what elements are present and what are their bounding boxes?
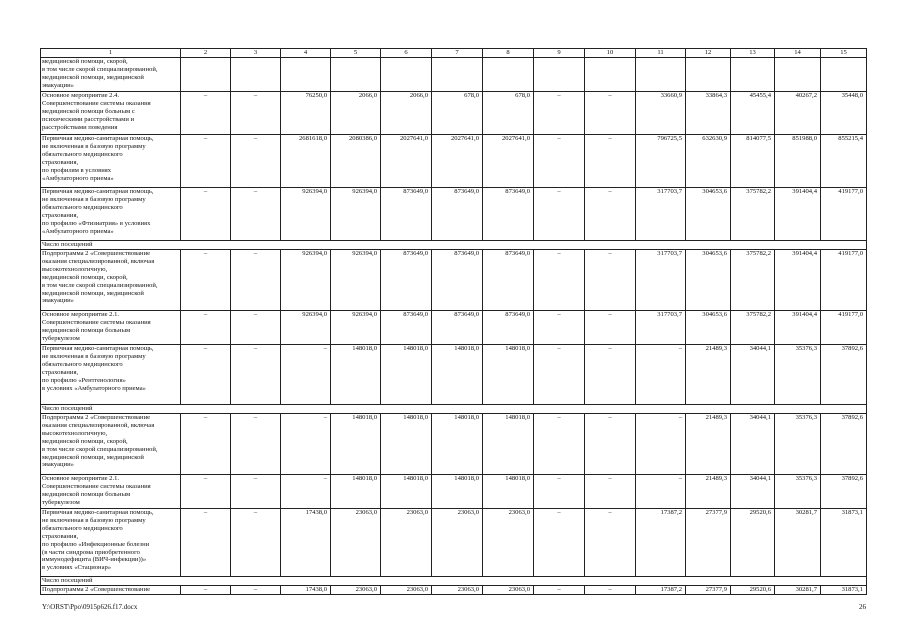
- table-cell: 148018,0: [483, 414, 534, 475]
- table-cell: 926394,0: [331, 188, 381, 241]
- column-header: 13: [731, 49, 775, 58]
- table-cell: –: [585, 135, 636, 188]
- table-cell: 873649,0: [432, 311, 483, 345]
- table-cell: 148018,0: [432, 345, 483, 405]
- table-cell: 30281,7: [775, 586, 821, 595]
- table-cell: 76250,0: [281, 92, 331, 135]
- table-cell: –: [181, 92, 231, 135]
- table-cell: –: [636, 345, 686, 405]
- table-cell: 148018,0: [483, 345, 534, 405]
- table-cell: –: [534, 135, 585, 188]
- table-cell: 23063,0: [331, 586, 381, 595]
- table-cell: –: [585, 311, 636, 345]
- table-cell: 30281,7: [775, 509, 821, 577]
- table-cell: 17387,2: [636, 509, 686, 577]
- table-cell: 304653,6: [686, 188, 731, 241]
- table-cell: [231, 58, 281, 92]
- table-cell: –: [231, 311, 281, 345]
- table-cell: 17438,0: [281, 586, 331, 595]
- table-cell: 317703,7: [636, 250, 686, 311]
- column-header: 2: [181, 49, 231, 58]
- table-cell: –: [585, 345, 636, 405]
- table-cell: [483, 58, 534, 92]
- table-cell: –: [534, 475, 585, 509]
- table-cell: 37892,6: [821, 414, 867, 475]
- table-cell: 678,0: [432, 92, 483, 135]
- row-label: Первичная медико-санитарная помощь, не включенная в базовую программу обязательного медицинского страхования, по профилю «Инфекционные болезни (в части синдрома приобретенного иммунодефицита (ВИЧ-инфекции))» в условиях «Стационар»: [41, 509, 181, 577]
- table-cell: 148018,0: [381, 414, 432, 475]
- row-label: Основное мероприятие 2.1. Совершенствование системы оказания медицинской помощи больным туберкулезом: [41, 311, 181, 345]
- table-cell: 632630,9: [686, 135, 731, 188]
- row-label: Основное мероприятие 2.4. Совершенствование системы оказания медицинской помощи больным с психическими расстройствами и расстройствами поведения: [41, 92, 181, 135]
- table-cell: 814077,5: [731, 135, 775, 188]
- section-label: Число посещений: [41, 577, 867, 586]
- table-cell: 27377,9: [686, 586, 731, 595]
- header-row: [41, 49, 867, 58]
- table-cell: 31873,1: [821, 509, 867, 577]
- row-label: медицинской помощи, скорой, в том числе скорой специализированной, медицинской помощи, медицинской эвакуации»: [41, 58, 181, 92]
- table-cell: 419177,0: [821, 250, 867, 311]
- table-cell: 391404,4: [775, 188, 821, 241]
- table-cell: 37892,6: [821, 345, 867, 405]
- table-cell: [636, 58, 686, 92]
- table-cell: 2027641,0: [432, 135, 483, 188]
- table-cell: –: [231, 509, 281, 577]
- document-page: [40, 48, 866, 595]
- table-cell: 391404,4: [775, 250, 821, 311]
- table-cell: 37892,6: [821, 475, 867, 509]
- table-cell: 375782,2: [731, 188, 775, 241]
- column-header: 3: [231, 49, 281, 58]
- table-row: [41, 509, 867, 577]
- table-cell: [331, 58, 381, 92]
- table-cell: 851988,0: [775, 135, 821, 188]
- row-label: Первичная медико-санитарная помощь, не включенная в базовую программу обязательного медицинского страхования, по профилю «Фтизиатрия» в условиях «Амбулаторного приема»: [41, 188, 181, 241]
- table-cell: –: [534, 414, 585, 475]
- table-cell: –: [585, 414, 636, 475]
- section-label: Число посещений: [41, 405, 867, 414]
- table-cell: 796725,5: [636, 135, 686, 188]
- table-cell: 2027641,0: [381, 135, 432, 188]
- table-cell: –: [231, 586, 281, 595]
- table-cell: –: [281, 414, 331, 475]
- table-cell: 926394,0: [281, 188, 331, 241]
- column-header: 12: [686, 49, 731, 58]
- table-cell: [181, 58, 231, 92]
- table-cell: –: [585, 509, 636, 577]
- table-cell: 391404,4: [775, 311, 821, 345]
- table-cell: –: [231, 188, 281, 241]
- table-cell: 873649,0: [483, 188, 534, 241]
- table-cell: 34044,1: [731, 475, 775, 509]
- table-cell: 2681618,0: [281, 135, 331, 188]
- table-cell: 40267,2: [775, 92, 821, 135]
- table-row: [41, 250, 867, 311]
- table-cell: 304653,6: [686, 311, 731, 345]
- table-cell: 419177,0: [821, 188, 867, 241]
- section-row: [41, 577, 867, 586]
- table-cell: 23063,0: [381, 509, 432, 577]
- table-cell: –: [585, 188, 636, 241]
- row-label: Подпрограмма 2 «Совершенствование: [41, 586, 181, 595]
- data-table: [40, 48, 867, 595]
- table-cell: –: [585, 586, 636, 595]
- table-cell: 148018,0: [381, 475, 432, 509]
- table-cell: –: [231, 250, 281, 311]
- table-row: [41, 586, 867, 595]
- table-cell: –: [231, 92, 281, 135]
- table-row: [41, 58, 867, 92]
- table-cell: [534, 58, 585, 92]
- page-number: 26: [859, 603, 866, 611]
- table-cell: 35376,3: [775, 475, 821, 509]
- row-label: Подпрограмма 2 «Совершенствование оказания специализированной, включая высокотехнологичную, медицинской помощи, скорой, в том числе скорой специализированной, медицинской помощи, медицинской эвакуации»: [41, 250, 181, 311]
- section-row: [41, 241, 867, 250]
- table-cell: –: [181, 311, 231, 345]
- table-cell: [281, 58, 331, 92]
- table-cell: 2027641,0: [483, 135, 534, 188]
- row-label: Подпрограмма 2 «Совершенствование оказания специализированной, включая высокотехнологичную, медицинской помощи, скорой, в том числе скорой специализированной, медицинской помощи, медицинской эвакуации»: [41, 414, 181, 475]
- table-cell: –: [231, 475, 281, 509]
- table-cell: –: [534, 92, 585, 135]
- table-cell: [432, 58, 483, 92]
- row-label: Основное мероприятие 2.1. Совершенствование системы оказания медицинской помощи больным туберкулезом: [41, 475, 181, 509]
- table-cell: 35376,3: [775, 345, 821, 405]
- table-cell: 17387,2: [636, 586, 686, 595]
- table-cell: [775, 58, 821, 92]
- row-label: Первичная медико-санитарная помощь, не включенная в базовую программу обязательного медицинского страхования, по профилю «Рентгенология» в условиях «Амбулаторного приема»: [41, 345, 181, 405]
- table-cell: 29520,6: [731, 509, 775, 577]
- row-label: Первичная медико-санитарная помощь, не включенная в базовую программу обязательного медицинского страхования, по профилям в условиях «Амбулаторного приема»: [41, 135, 181, 188]
- table-cell: –: [534, 345, 585, 405]
- page-footer: [42, 603, 866, 613]
- table-cell: –: [231, 414, 281, 475]
- table-cell: 375782,2: [731, 311, 775, 345]
- table-cell: 23063,0: [331, 509, 381, 577]
- table-cell: 33660,9: [636, 92, 686, 135]
- table-cell: 926394,0: [331, 250, 381, 311]
- table-cell: –: [534, 509, 585, 577]
- table-row: [41, 311, 867, 345]
- table-cell: 678,0: [483, 92, 534, 135]
- table-row: [41, 135, 867, 188]
- table-cell: 27377,9: [686, 509, 731, 577]
- table-cell: 45455,4: [731, 92, 775, 135]
- table-cell: –: [181, 475, 231, 509]
- table-cell: 873649,0: [483, 311, 534, 345]
- table-cell: 23063,0: [483, 586, 534, 595]
- table-cell: [585, 58, 636, 92]
- column-header: 8: [483, 49, 534, 58]
- table-cell: –: [281, 475, 331, 509]
- section-label: Число посещений: [41, 241, 867, 250]
- table-cell: 35376,3: [775, 414, 821, 475]
- table-cell: 34044,1: [731, 345, 775, 405]
- table-cell: 317703,7: [636, 311, 686, 345]
- table-cell: 23063,0: [483, 509, 534, 577]
- table-cell: 873649,0: [483, 250, 534, 311]
- table-cell: 23063,0: [432, 509, 483, 577]
- table-cell: –: [534, 586, 585, 595]
- table-cell: 35448,0: [821, 92, 867, 135]
- table-cell: –: [181, 345, 231, 405]
- table-cell: 148018,0: [331, 475, 381, 509]
- table-cell: 873649,0: [381, 311, 432, 345]
- table-cell: 873649,0: [432, 250, 483, 311]
- column-header: 5: [331, 49, 381, 58]
- table-cell: –: [636, 475, 686, 509]
- table-cell: [381, 58, 432, 92]
- table-row: [41, 92, 867, 135]
- table-row: [41, 345, 867, 405]
- table-cell: 926394,0: [281, 250, 331, 311]
- table-cell: –: [181, 188, 231, 241]
- table-row: [41, 188, 867, 241]
- column-header: 1: [41, 49, 181, 58]
- table-cell: –: [585, 250, 636, 311]
- table-cell: –: [181, 586, 231, 595]
- table-cell: 2080386,0: [331, 135, 381, 188]
- table-row: [41, 475, 867, 509]
- column-header: 6: [381, 49, 432, 58]
- table-cell: –: [534, 311, 585, 345]
- column-header: 11: [636, 49, 686, 58]
- table-cell: 17438,0: [281, 509, 331, 577]
- column-header: 7: [432, 49, 483, 58]
- column-header: 14: [775, 49, 821, 58]
- table-cell: –: [181, 509, 231, 577]
- table-cell: –: [534, 188, 585, 241]
- table-cell: 21489,3: [686, 345, 731, 405]
- table-cell: 873649,0: [432, 188, 483, 241]
- table-cell: 873649,0: [381, 188, 432, 241]
- table-cell: 21489,3: [686, 475, 731, 509]
- column-header: 4: [281, 49, 331, 58]
- table-row: [41, 414, 867, 475]
- table-cell: 2066,0: [381, 92, 432, 135]
- table-cell: –: [281, 345, 331, 405]
- document-path: Y:\ORST\Ppo\0915p626.f17.docx: [42, 603, 138, 611]
- table-cell: 304653,6: [686, 250, 731, 311]
- table-cell: –: [231, 135, 281, 188]
- table-cell: 21489,3: [686, 414, 731, 475]
- table-cell: 148018,0: [381, 345, 432, 405]
- table-cell: [821, 58, 867, 92]
- table-cell: –: [636, 414, 686, 475]
- table-cell: –: [181, 414, 231, 475]
- table-cell: 148018,0: [432, 475, 483, 509]
- table-cell: 23063,0: [381, 586, 432, 595]
- table-cell: 375782,2: [731, 250, 775, 311]
- table-cell: 148018,0: [331, 345, 381, 405]
- table-cell: 873649,0: [381, 250, 432, 311]
- table-cell: 33864,3: [686, 92, 731, 135]
- table-cell: 148018,0: [483, 475, 534, 509]
- table-cell: –: [181, 135, 231, 188]
- table-cell: 926394,0: [281, 311, 331, 345]
- table-cell: 148018,0: [432, 414, 483, 475]
- table-cell: 23063,0: [432, 586, 483, 595]
- column-header: 9: [534, 49, 585, 58]
- column-header: 15: [821, 49, 867, 58]
- table-cell: 2066,0: [331, 92, 381, 135]
- table-cell: 855215,4: [821, 135, 867, 188]
- table-cell: 29520,6: [731, 586, 775, 595]
- table-cell: [731, 58, 775, 92]
- table-cell: 317703,7: [636, 188, 686, 241]
- table-cell: 419177,0: [821, 311, 867, 345]
- table-cell: –: [585, 92, 636, 135]
- table-cell: –: [231, 345, 281, 405]
- table-cell: 34044,1: [731, 414, 775, 475]
- table-cell: 148018,0: [331, 414, 381, 475]
- table-cell: 926394,0: [331, 311, 381, 345]
- table-cell: –: [181, 250, 231, 311]
- table-cell: [686, 58, 731, 92]
- column-header: 10: [585, 49, 636, 58]
- table-cell: –: [585, 475, 636, 509]
- section-row: [41, 405, 867, 414]
- table-cell: –: [534, 250, 585, 311]
- table-cell: 31873,1: [821, 586, 867, 595]
